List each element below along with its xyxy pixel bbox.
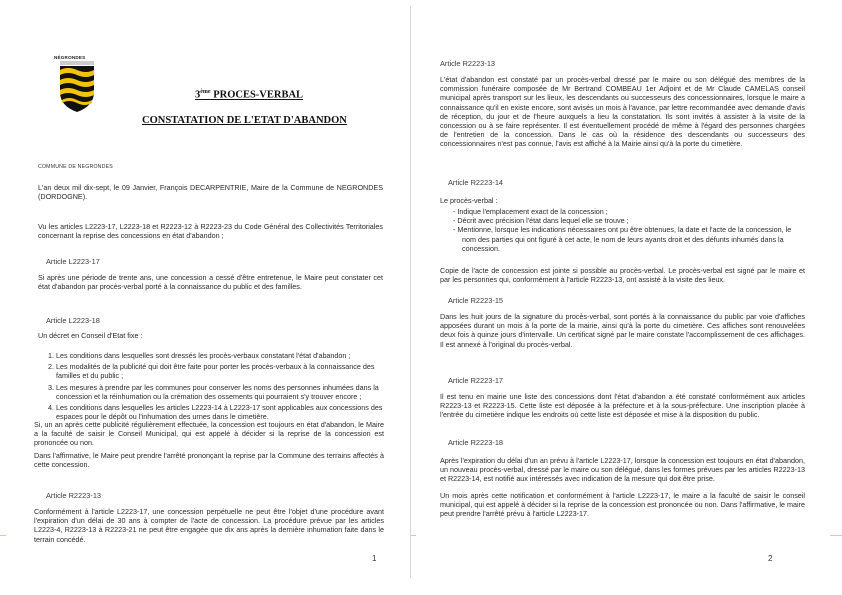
page-number: 2: [768, 554, 773, 563]
article-text: Dans l'affirmative, le Maire peut prendre l'arrêté prononçant la reprise par la Commune des terrains affectés à cette concession.: [34, 451, 384, 470]
vu-paragraph: Vu les articles L2223-17, L2223-18 et R2223-12 à R2223-23 du Code Général des Collectivités Territoriales concernant la reprise des concessions en état d'abandon ;: [38, 222, 383, 241]
commune-label: COMMUNE DE NEGRONDES: [38, 164, 113, 170]
list-item: 4. Les conditions dans lesquelles les articles L2223-14 à L2223-17 sont applicables aux concessions des espaces pour le dépôt ou l'inhumation des urnes dans le cimetière.: [56, 403, 386, 421]
article-heading: Article R2223-18: [448, 438, 504, 447]
article-heading: Article R2223-13: [46, 491, 102, 500]
article-text: Si, un an après cette publicité régulièrement effectuée, la concession est toujours en état d'abandon, le Maire a la faculté de saisir le Conseil Municipal, qui est appelé à décider si la reprise de la concession est prononcée ou non.: [34, 420, 384, 448]
document-title-line1: [195, 89, 303, 101]
article-text: Il est tenu en mairie une liste des concessions dont l'état d'abandon a été constaté conformément aux articles R2223-13 et R2223-15. Cette liste est déposée à la préfecture et à la sous-préfecture. Une inscription placée à l'entrée du cimetière indique les endroits où cette liste est déposée et mise à la disposition du public.: [440, 392, 805, 420]
list-item: - Indique l'emplacement exact de la concession ;: [462, 207, 807, 216]
title-number: 3: [195, 89, 201, 101]
article-text: Dans les huit jours de la signature du procès-verbal, sont portés à la connaissance du public par voie d'affiches apposées durant un mois à la porte de la mairie, ainsi qu'à la porte du cimetière. Ces affiches sont renouvelées deux fois à quinze jours d'intervalle. Un certificat signé par le maire constate l'accomplissement de ces affichages. Il est annexé à l'original du procès-verbal.: [440, 312, 805, 349]
article-text: Un mois après cette notification et conformément à l'article L2223-17, le maire a la faculté de saisir le conseil municipal, qui est appelé à décider si la reprise de la concession est prononcée ou non. Dans l'affirmative, le maire peut prendre l'arrêté prévu à l'article L2223-17.: [440, 491, 805, 519]
article-heading: Article L2223-18: [46, 316, 100, 325]
document-title-line2: CONSTATATION DE L'ETAT D'ABANDON: [142, 115, 347, 126]
article-intro: Le procès-verbal :: [440, 196, 498, 205]
article-text: Copie de l'acte de concession est jointe si possible au procès-verbal. Le procès-verbal est signé par le maire et par les personnes qui, conformément à l'article R2223-13, ont assisté à la visite des lieux.: [440, 266, 805, 285]
article-heading: Article R2223-14: [448, 178, 504, 187]
list-item: 1. Les conditions dans lesquelles sont dressés les procès-verbaux constatant l'état d'abandon ;: [56, 351, 386, 360]
list-item: 2. Les modalités de la publicité qui doit être faite pour porter les procès-verbaux à la connaissance des familles et du public ;: [56, 362, 386, 380]
commune-crest-icon: [54, 52, 100, 140]
document-page-1: [6, 6, 411, 578]
crest-label: NÉGRONDES: [54, 55, 86, 60]
article-heading: Article R2223-13: [440, 59, 496, 68]
list-item: 3. Les mesures à prendre par les communes pour conserver les noms des personnes inhumées dans la concession et la réinhumation ou la crémation des ossements qui pourraient s'y trouver encore ;: [56, 383, 386, 401]
article-list: [42, 351, 386, 423]
article-heading: Article L2223-17: [46, 257, 100, 266]
article-text: Conformément à l'article L2223-17, une concession perpétuelle ne peut être l'objet d'une procédure avant l'expiration d'un délai de 30 ans à compter de l'acte de concession. La procédure prévue par les articles L2223-4, R2223-13 à R2223-21 ne peut être engagée que dix ans après la dernière inhumation faite dans le terrain concédé.: [34, 507, 384, 544]
article-text: L'état d'abandon est constaté par un procès-verbal dressé par le maire ou son délégué des membres de la commission funéraire composée de Mr Bertrand COMBEAU 1er Adjoint et de Mr Claude CAMELAS conseil municipal après transport sur les lieux, les descendants ou successeurs des concessionnaires, lorsque le maire a connaissance qu'il en existe encore, sont avisés un mois à l'avance, par lettre recommandée avec demande d'avis de réception, du jour et de l'heure auxquels a lieu la constatation. Ils sont invités à assister à la visite de la concession ou à se faire représenter. Il est éventuellement procédé de même à l'égard des personnes chargées de l'entretien de la concession. Dans le cas où la résidence des descendants ou successeurs des concessionnaires n'est pas connue, l'avis est affiché à la Mairie ainsi qu'à la porte du cimetière.: [440, 75, 805, 149]
page-number: 1: [372, 554, 377, 563]
article-list: [446, 207, 807, 253]
intro-paragraph: L'an deux mil dix-sept, le 09 Janvier, François DECARPENTRIE, Maire de la Commune de NEGRONDES (DORDOGNE).: [38, 183, 383, 202]
article-text: Si après une période de trente ans, une concession a cessé d'être entretenue, le Maire peut constater cet état d'abandon par procès-verbal porté à la connaissance du public et des familles.: [38, 273, 383, 292]
title-rest: PROCES-VERBAL: [210, 89, 304, 101]
document-page-2: [416, 6, 830, 578]
article-heading: Article R2223-15: [448, 296, 504, 305]
article-text: Après l'expiration du délai d'un an prévu à l'article L2223-17, lorsque la concession est toujours en état d'abandon, un nouveau procès-verbal, dressé par le maire ou son délégué, dans les formes prévues par les articles R2223-13 et R2223-14, est notifié aux intéressés avec indication de la mesure qui doit être prise.: [440, 456, 805, 484]
article-heading: Article R2223-17: [448, 376, 504, 385]
title-superscript: ème: [200, 89, 211, 95]
list-item: - Décrit avec précision l'état dans lequel elle se trouve ;: [462, 216, 807, 225]
article-intro: Un décret en Conseil d'Etat fixe :: [38, 331, 143, 340]
list-item: - Mentionne, lorsque les indications nécessaires ont pu être obtenues, la date et l'acte de la concession, le nom des parties qui ont figuré à cet acte, le nom de leurs ayants droit et des défunts inhumés dans la concession.: [462, 225, 807, 253]
